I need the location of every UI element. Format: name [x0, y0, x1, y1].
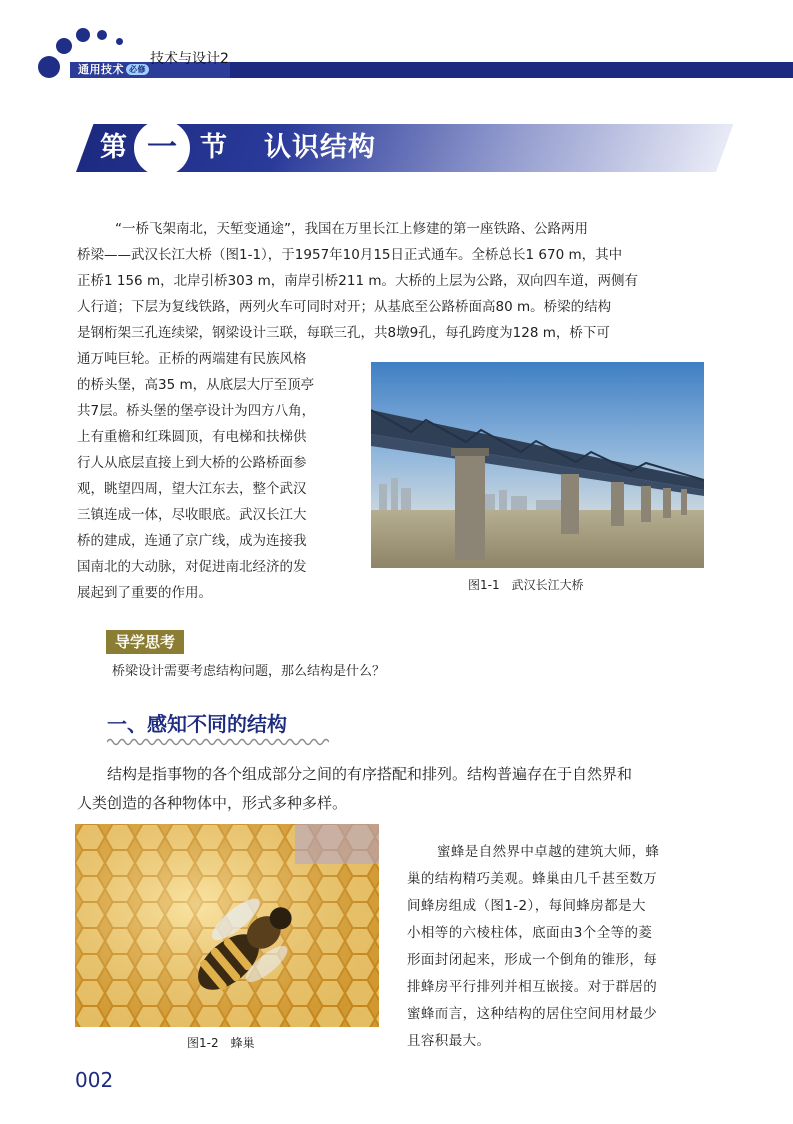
- section-title: 认识结构: [264, 132, 376, 163]
- page-number: 002: [75, 1068, 114, 1092]
- intro-paragraph: “一桥飞架南北，天堑变通途”，我国在万里长江上修建的第一座铁路、公路两用 桥梁——武汉长江大桥（图1-1），于1957年10月15日正式通车。全桥总长1 670 m，其中 正桥1 156 m，北岸引桥303 m，南岸引桥211 m。大桥的上层为公路，双向四车道，两侧有 人行道；下层为复线铁路，两列火车可同时对开；从基底至公路桥面高80 m。桥梁的结构 是钢桁架三孔连续梁，钢梁设计三联，每联三孔，共8墩9孔，每孔跨度为128 m，桥下可: [77, 221, 639, 341]
- bridge-photo: [371, 362, 704, 568]
- subsection-title: 一、感知不同的结构: [107, 712, 287, 736]
- decor-dot: [56, 38, 72, 54]
- decor-dot: [116, 38, 123, 45]
- decor-dot: [76, 28, 90, 42]
- section-prefix: 第: [100, 132, 127, 163]
- figure2-caption: 图1-2 蜂巢: [187, 1036, 255, 1050]
- book-title: 技术与设计2: [150, 51, 229, 67]
- bridge-paragraph: 通万吨巨轮。正桥的两端建有民族风格 的桥头堡，高35 m，从底层大厅至顶亭 共7层。桥头堡的堡亭设计为四方八角， 上有重檐和红珠圆顶，有电梯和扶梯供 行人从底层直接上到大桥的公路桥面参 观，眺望四周，望大江东去，整个武汉 三镇连成一体，尽收眼底。武汉长江大 桥的建成，连通了京广线，成为连接我 国南北的大动脉，对促进南北经济的发 展起到了重要的作用。: [77, 351, 316, 601]
- honeycomb-photo: [75, 824, 379, 1027]
- guide-label: 导学思考: [106, 630, 184, 654]
- decor-dot: [97, 30, 107, 40]
- guide-question: 桥梁设计需要考虑结构问题，那么结构是什么？: [112, 664, 386, 679]
- bee-paragraph: 蜜蜂是自然界中卓越的建筑大师，蜂 巢的结构精巧美观。蜂巢由几千甚至数万 间蜂房组成（图1-2），每间蜂房都是大 小相等的六棱柱体，底面由3个全等的菱 形面封闭起来，形成一个倒角的锥形，每 排蜂房平行排列并相互嵌接。对于群居的 蜜蜂而言，这种结构的居住空间用材最少 且容积最大。: [407, 844, 660, 1049]
- section-suffix: 节: [200, 132, 227, 163]
- decor-dot: [38, 56, 60, 78]
- title-underline-decor: [107, 737, 329, 747]
- section-number: 一: [147, 130, 177, 165]
- edition-badge: 必修: [126, 64, 149, 75]
- figure1-caption: 图1-1 武汉长江大桥: [468, 578, 584, 592]
- structure-definition: 结构是指事物的各个组成部分之间的有序搭配和排列。结构普遍存在于自然界和 人类创造的各种物体中，形式多种多样。: [77, 765, 633, 812]
- brand-label: 通用技术 必修: [78, 62, 149, 78]
